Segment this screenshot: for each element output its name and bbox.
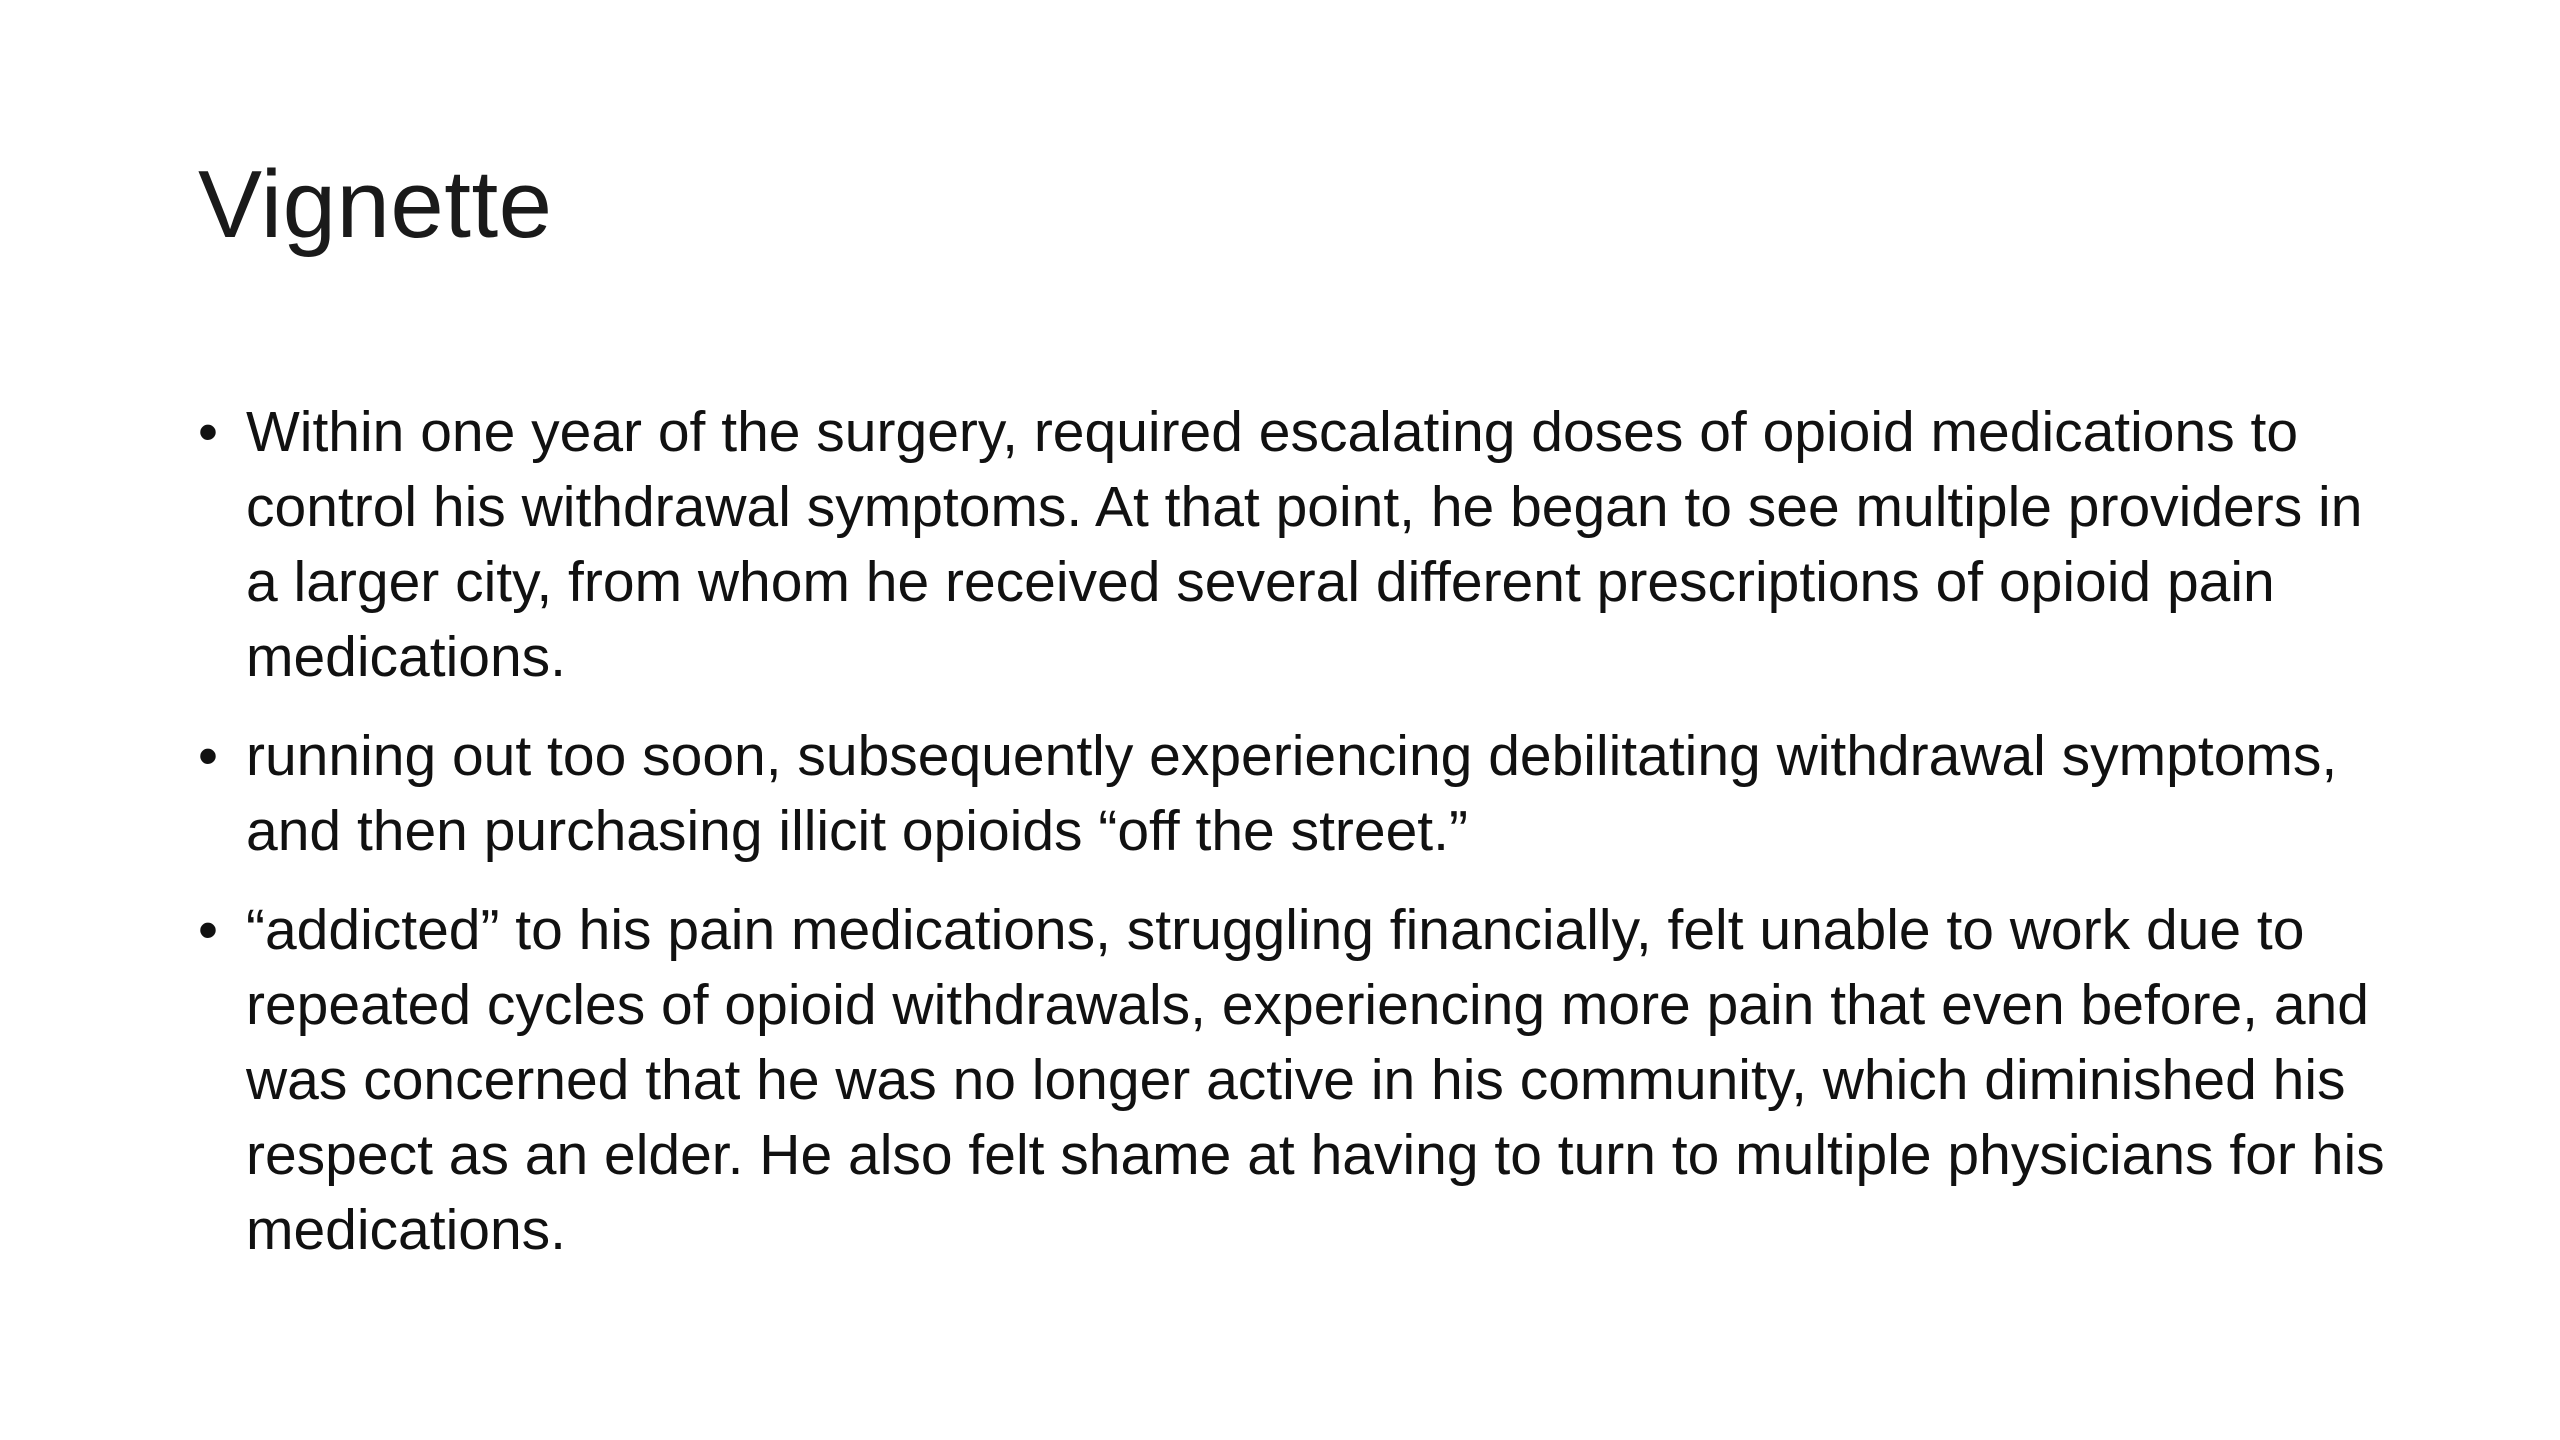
bullet-marker: • bbox=[198, 898, 218, 962]
bullet-list bbox=[198, 395, 2388, 1292]
bullet-item bbox=[198, 719, 2388, 869]
bullet-marker: • bbox=[198, 724, 218, 788]
bullet-text: Within one year of the surgery, required escalating doses of opioid medications to control his withdrawal symptoms. At that point, he began to see multiple providers in a larger city, from whom he received several different prescriptions of opioid pain medications. bbox=[246, 400, 2363, 689]
bullet-item bbox=[198, 395, 2388, 695]
bullet-marker: • bbox=[198, 400, 218, 464]
bullet-text: “addicted” to his pain medications, struggling financially, felt unable to work due to repeated cycles of opioid withdrawals, experiencing more pain that even before, and was concerned that he was no longer active in his community, which diminished his respect as an elder. He also felt shame at having to turn to multiple physicians for his medications. bbox=[246, 898, 2385, 1262]
slide-title: Vignette bbox=[198, 151, 553, 258]
bullet-text: running out too soon, subsequently experiencing debilitating withdrawal symptoms, and then purchasing illicit opioids “off the street.” bbox=[246, 724, 2338, 863]
bullet-item bbox=[198, 893, 2388, 1268]
